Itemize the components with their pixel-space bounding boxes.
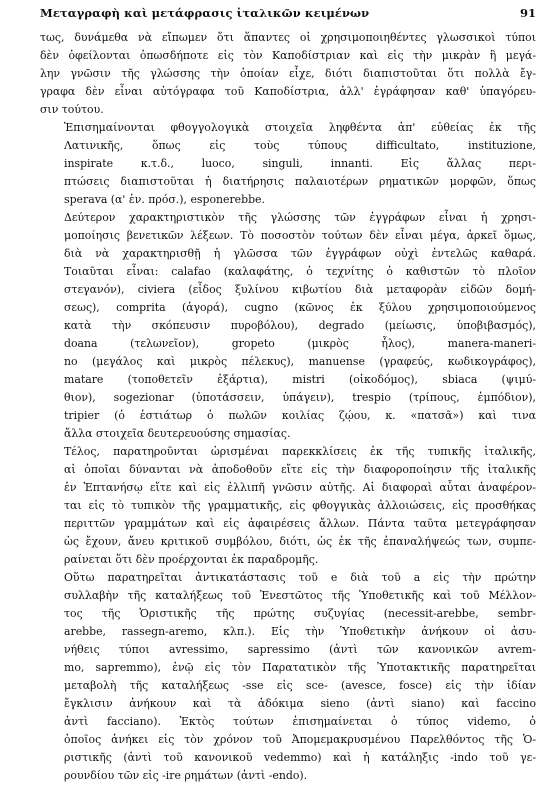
- text-line: πτώσεις διαπιστοῦται ἡ διατήρησις παλαιοτέρων ρηματικῶν μορφῶν, ὅπως: [64, 175, 536, 188]
- text-line: Λατινικῆς, ὅπως εἰς τοὺς τύπους difficultato, instituzione,: [64, 139, 536, 152]
- text-line: στεγανόν), civiera (εἶδος ξυλίνου κιβωτίου διὰ μεταφορὰν εἰδῶν δομή-: [64, 283, 536, 296]
- text-line: ἄλλα στοιχεῖα δευτερευούσης σημασίας.: [64, 427, 291, 440]
- page-number: 91: [519, 6, 536, 20]
- text-line: ὁποῖος ἀνήκει εἰς τὸν χρόνον τοῦ Ἀπομεμακρυσμένου Παρελθόντος τῆς Ὁ-: [64, 733, 536, 746]
- text-line: θιον), sogezionar (ὑποτάσσειν, ὑπάγειν), trespio (τρίπους, ἐμπόδιον),: [64, 391, 536, 404]
- text-line: tripier (ὁ ἑστιάτωρ ὁ πωλῶν κοιλίας ζῴου, κ. «πατσᾶ») καὶ τινα: [64, 409, 536, 422]
- text-line: mo, sapremmo), ἐνῷ εἰς τὸν Παρατατικὸν τῆς Ὑποτακτικῆς παρατηρεῖται: [64, 661, 536, 674]
- text-line: ριστικῆς (ἀντὶ τοῦ κανονικοῦ vedemmo) καὶ ἡ κατάληξις -indo τοῦ γε-: [64, 751, 536, 764]
- text-line: περιττῶν γραμμάτων καὶ εἰς ἀφαιρέσεις ἄλλων. Πάντα ταῦτα μετεγράφησαν: [64, 517, 536, 530]
- text-line: ραίνεται ὅτι δὲν προέρχονται ἐκ παραδρομῆς.: [64, 553, 319, 566]
- text-line: σιν τούτου.: [40, 103, 104, 116]
- paragraph-deviations: [40, 443, 536, 569]
- text-line: διὰ νὰ χαρακτηρισθῇ ἡ γλῶσσα τῶν ἐγγράφων οὐχὶ ἐντελῶς καθαρά.: [64, 247, 536, 260]
- text-line: Δεύτερον χαρακτηριστικὸν τῆς γλώσσης τῶν ἐγγράφων εἶναι ἡ χρησι-: [64, 211, 536, 224]
- text-line: κατὰ τὴν σκόπευσιν πυροβόλου), degrado (μείωσις, ὑποβιβασμός),: [64, 319, 536, 332]
- text-line: ται εἰς τὸ τυπικὸν τῆς γραμματικῆς, εἰς φθογγικὰς ἀλλοιώσεις, εἰς προσθήκας: [64, 499, 536, 512]
- text-line: ὡς ἔχουν, ἄνευ κριτικοῦ συμβόλου, διότι, ὡς ἐκ τῆς ἐπαναλήψεώς των, συμπε-: [64, 535, 536, 548]
- text-line: matare (τοποθετεῖν ἐξάρτια), mistri (οἰκοδόμος), sbiaca (ψιμύ-: [64, 373, 536, 386]
- text-line: νήθεις τύποι avressimo, sapressimo (ἀντὶ τῶν κανονικῶν avrem-: [64, 643, 536, 656]
- text-line: μοποίησις βενετικῶν λέξεων. Τὸ ποσοστὸν τούτων δὲν εἶναι μέγα, ἀρκεῖ ὅμως,: [64, 229, 536, 242]
- body-text: [40, 29, 536, 785]
- paragraph-verb-forms: [40, 569, 536, 785]
- running-title: Μεταγραφὴ καὶ μετάφρασις ἰταλικῶν κειμένων: [40, 6, 370, 20]
- text-line: arebbe, rassegn-aremo, κλπ.). Εἰς τὴν Ὑποθετικὴν ἀνήκουν οἱ ἀσυ-: [64, 625, 536, 638]
- text-line: συλλαβὴν τῆς καταλήξεως τοῦ Ἐνεστῶτος τῆς Ὑποθετικῆς καὶ τοῦ Μέλλον-: [64, 589, 536, 602]
- paragraph-venetian-words: [40, 209, 536, 443]
- text-line: Τοιαῦται εἶναι: calafao (καλαφάτης, ὁ τεχνίτης ὁ καθιστῶν τὸ πλοῖον: [64, 265, 536, 278]
- text-line: δὲν ὀφείλονται ὁπωσδήποτε εἰς τὸν Καποδίστριαν καὶ εἰς τὴν μικρὰν ἢ μεγά-: [40, 49, 536, 62]
- paragraph-latin-forms: [40, 119, 536, 209]
- text-line: γραφα δὲν εἶναι αὐτόγραφα τοῦ Καποδίστρια, ἀλλ' ἐγράφησαν καθ' ὑπαγόρευ-: [40, 85, 536, 98]
- text-line: ἐν Ἑπτανήσῳ εἴτε καὶ εἰς ἐλλιπῆ γνῶσιν αὐτῆς. Αἱ διαφοραὶ αὗται ἀναφέρον-: [64, 481, 536, 494]
- text-line: τος τῆς Ὁριστικῆς τῆς πρώτης συζυγίας (necessit-arebbe, sembr-: [64, 607, 536, 620]
- paragraph-continuation: [40, 29, 536, 119]
- text-line: Ἐπισημαίνονται φθογγολογικὰ στοιχεῖα ληφθέντα ἀπ' εὐθείας ἐκ τῆς: [64, 121, 536, 134]
- text-line: μεταβολὴ τῆς καταλήξεως -sse εἰς sce- (avesce, fosce) εἰς τὴν ἰδίαν: [64, 679, 536, 692]
- text-line: λην γνῶσιν τῆς γλώσσης τὴν ὁποίαν εἶχε, διότι διαπιστοῦται ὅτι πολλὰ ἔγ-: [40, 67, 536, 80]
- text-line: ρουνδίου τῶν εἰς -ire ρημάτων (ἀντὶ -endo).: [64, 769, 308, 782]
- text-line: ἀντὶ facciano). Ἐκτὸς τούτων ἐπισημαίνεται ὁ τύπος videmo, ὁ: [64, 715, 536, 728]
- text-line: doana (τελωνεῖον), gropeto (μικρὸς ἧλος), manera-maneri-: [64, 337, 536, 350]
- text-line: Οὕτω παρατηρεῖται ἀντικατάστασις τοῦ e διὰ τοῦ a εἰς τὴν πρώτην: [64, 571, 536, 584]
- text-line: αἱ ὁποῖαι δύνανται νὰ ἀποδοθοῦν εἴτε εἰς τὴν διαφοροποίησιν τῆς ἰταλικῆς: [64, 463, 536, 476]
- text-line: inspirate κ.τ.δ., luoco, singuli, innanti. Εἰς ἄλλας περι-: [64, 157, 536, 170]
- text-line: σεως), comprita (ἀγορά), cugno (κῶνος ἐκ ξύλου χρησιμοποιούμενος: [64, 301, 536, 314]
- text-line: sperava (α' ἑν. πρόσ.), esponerebbe.: [64, 193, 265, 206]
- text-line: Τέλος, παρατηροῦνται ὡρισμέναι παρεκκλίσεις ἐκ τῆς τυπικῆς ἰταλικῆς,: [64, 445, 536, 458]
- text-line: τως, δυνάμεθα νὰ εἴπωμεν ὅτι ἅπαντες οἱ χρησιμοποιηθέντες γλωσσικοὶ τύποι: [40, 31, 536, 44]
- text-line: no (μεγάλος καὶ μικρὸς πέλεκυς), manuense (γραφεύς, κωδικογράφος),: [64, 355, 536, 368]
- text-line: ἔγκλισιν ἀνήκουν καὶ τὰ ἀδόκιμα sieno (ἀντὶ siano) καὶ faccino: [64, 697, 536, 710]
- running-header: [40, 6, 536, 20]
